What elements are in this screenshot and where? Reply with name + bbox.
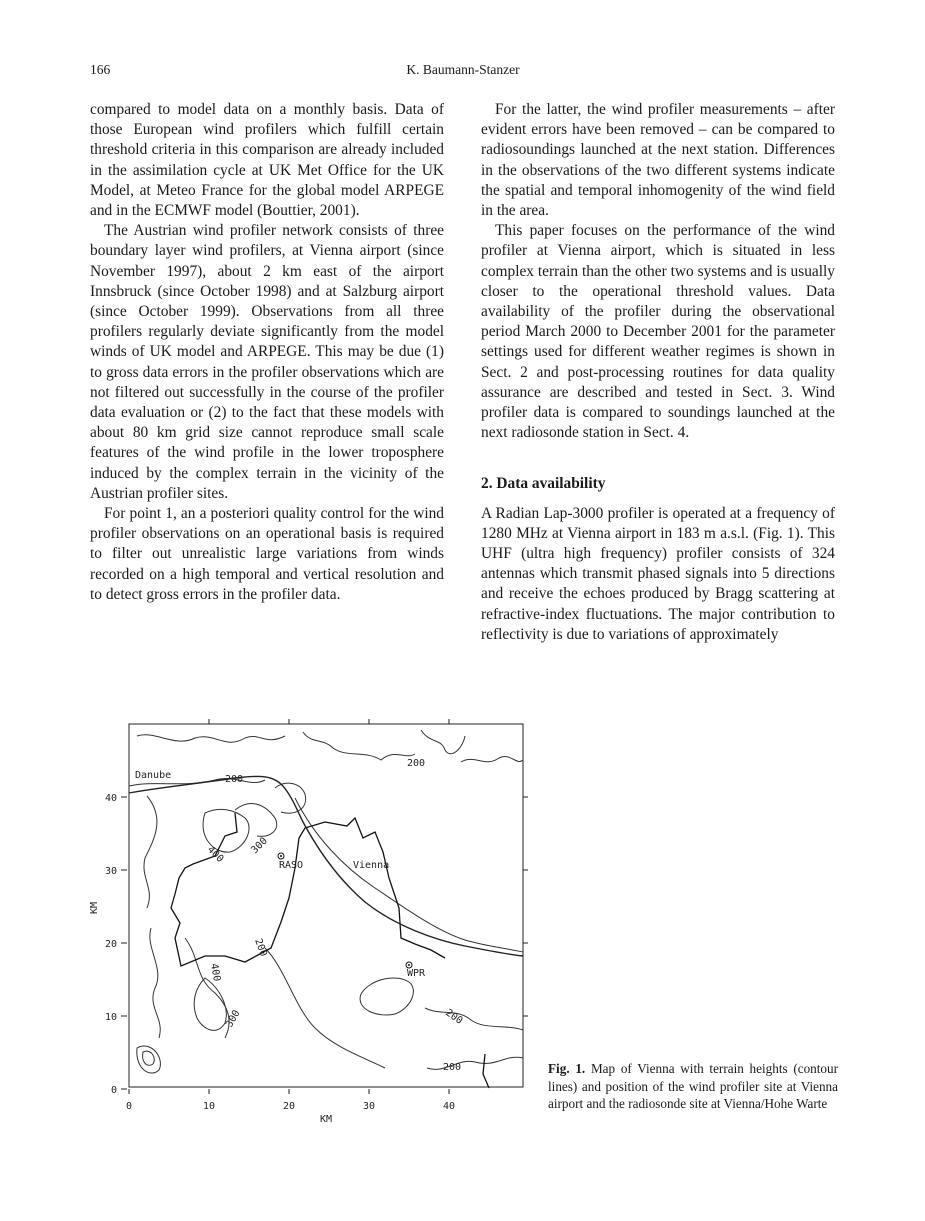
contour-label-300-a: 300 — [249, 835, 270, 857]
right-column — [481, 100, 835, 645]
contour-lines — [129, 730, 523, 1073]
x-axis-label: KM — [319, 1114, 333, 1125]
figure-caption — [548, 1060, 838, 1113]
axis-ticks — [121, 719, 528, 1094]
vienna-label: Vienna — [353, 860, 390, 871]
contour-label-400-b: 400 — [208, 962, 223, 983]
right-paragraph-2: This paper focuses on the performance of the wind profiler at Vienna airport, which is situated in less complex terrain than the other two systems and is usually closer to the operational threshold values. Data availability of the profiler during the observational period March 2000 to December 2001 for the parameter settings used for different weather regimes is shown in Sect. 2 and post-processing routines for data quality assurance are described and tested in Sect. 3. Wind profiler data is compared to soundings launched at the next radiosonde station in Sect. 4. — [481, 222, 835, 442]
raso-label: RASO — [279, 860, 304, 871]
contour-label-200-b: 200 — [407, 758, 426, 769]
y-tick-30: 30 — [104, 866, 117, 877]
raso-marker-dot — [280, 855, 282, 857]
running-head: K. Baumann-Stanzer — [406, 62, 520, 77]
right-paragraph-1: For the latter, the wind profiler measurements – after evident errors have been removed – can be compared to radiosoundings launched at the next station. Differences in the observations of the two different systems indicate the spatial and temporal inhomogenity of the wind field in the area. — [481, 101, 835, 220]
y-tick-20: 20 — [104, 939, 117, 950]
x-tick-20: 20 — [282, 1101, 296, 1112]
x-tick-30: 30 — [362, 1101, 376, 1112]
map-frame — [129, 724, 523, 1087]
contour-label-400-a: 400 — [204, 844, 226, 865]
left-paragraph-2: The Austrian wind profiler network consists of three boundary layer wind profilers, at Vienna airport (since November 1997), about 2 km east of the airport Innsbruck (since October 1998) and at Salzburg airport (since October 1999). Observations from all three profilers regularly deviate significantly from the model winds of UK model and ARPEGE. This may be due (1) to gross data errors in the profiler observations which are not filtered out successfully in the course of the profiler data evaluation or (2) to the fact that these models with about 80 km grid size cannot reproduce small scale features of the wind profile in the lower troposphere induced by the complex terrain in the vicinity of the Austrian profiler sites. — [90, 222, 444, 502]
danube-label: Danube — [135, 770, 172, 781]
x-tick-10: 10 — [202, 1101, 216, 1112]
contour-label-200-c: 200 — [252, 937, 269, 958]
y-tick-0: 0 — [110, 1085, 117, 1096]
section-heading: 2. Data availability — [481, 475, 606, 493]
figure-map — [85, 718, 535, 1128]
contour-label-200-d: 200 — [443, 1007, 465, 1027]
contour-label-200-a: 200 — [225, 774, 244, 785]
terrain-map — [85, 718, 535, 1128]
left-column — [90, 100, 444, 605]
caption-text: Map of Vienna with terrain heights (contour lines) and position of the wind profiler site at Vienna airport and the radiosonde site at Vienna/Hohe Warte — [548, 1061, 839, 1111]
left-paragraph-3: For point 1, an a posteriori quality control for the wind profiler observations on an operational basis is required to filter out unrealistic large variations from winds recorded on a high temporal and vertical resolution and to detect gross errors in the profiler data. — [90, 505, 444, 603]
page-header — [90, 62, 836, 82]
contour-label-200-e: 200 — [443, 1062, 462, 1073]
y-tick-40: 40 — [104, 793, 117, 804]
wpr-marker-dot — [408, 964, 410, 966]
caption-label: Fig. 1. — [548, 1061, 586, 1076]
page-number: 166 — [90, 62, 111, 77]
left-paragraph-1: compared to model data on a monthly basis. Data of those European wind profilers which fulfill certain threshold criteria in this comparison are already included in the assimilation cycle at UK Met Office for the UK Model, at Meteo France for the global model ARPEGE and in the ECMWF model (Bouttier, 2001). — [90, 101, 444, 220]
right-paragraph-3: A Radian Lap-3000 profiler is operated at a frequency of 1280 MHz at Vienna airport in 183 m a.s.l. (Fig. 1). This UHF (ultra high frequency) profiler consists of 324 antennas which transmit phased signals into 5 directions and receive the echoes produced by Bragg scattering at refractive-index fluctuations. The major contribution to reflectivity is due to variations of approximately — [481, 504, 835, 643]
x-tick-40: 40 — [442, 1101, 456, 1112]
x-tick-0: 0 — [125, 1101, 133, 1112]
contour-label-300-b: 300 — [224, 1008, 243, 1030]
y-tick-10: 10 — [104, 1012, 117, 1023]
y-axis-label: KM — [89, 901, 100, 915]
wpr-label: WPR — [407, 968, 426, 979]
